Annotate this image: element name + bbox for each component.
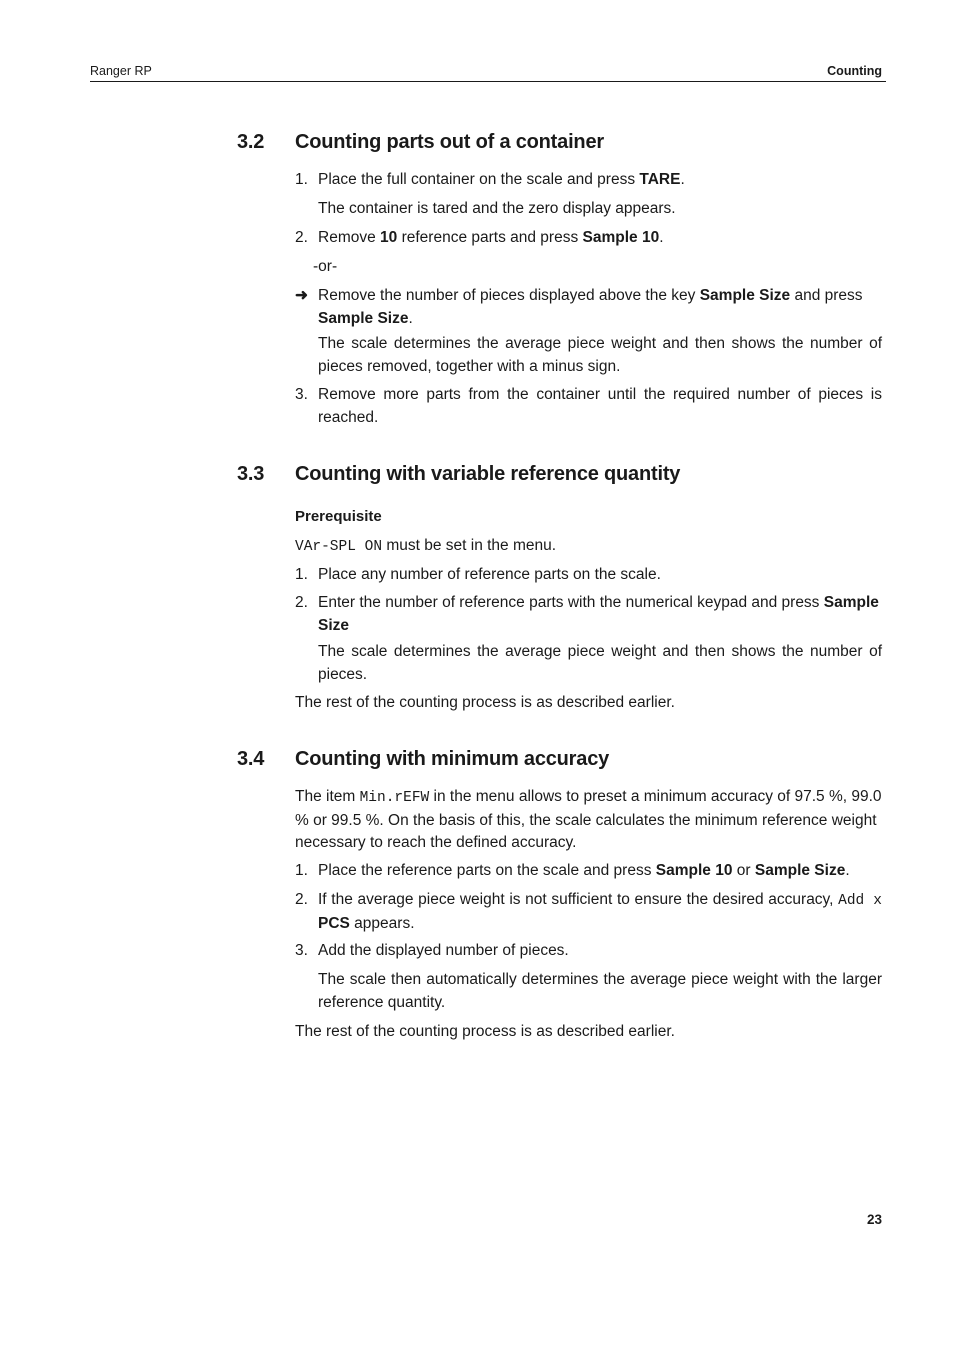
step-text: Add the displayed number of pieces. — [318, 942, 569, 959]
section-number: 3.3 — [237, 463, 265, 485]
key-tare: TARE — [639, 171, 681, 188]
step-text: Place the full container on the scale and press — [318, 171, 640, 188]
key-pcs: PCS — [318, 914, 350, 932]
arrow-step — [295, 285, 882, 330]
section-title: Counting with variable reference quantity — [295, 463, 681, 485]
section-title: Counting with minimum accuracy — [295, 748, 610, 770]
closing-text: The rest of the counting process is as described earlier. — [295, 694, 675, 711]
step-text: and press — [790, 287, 863, 304]
step-1 — [295, 860, 882, 883]
key-sample-10: Sample 10 — [582, 229, 660, 246]
intro-paragraph — [295, 786, 882, 855]
section-title: Counting parts out of a container — [295, 131, 604, 153]
section-heading-3-3 — [237, 463, 680, 486]
display-code: Min.rEFW — [359, 790, 430, 806]
step-marker: 2. — [295, 891, 308, 908]
step-1 — [295, 169, 882, 192]
note: The container is tared and the zero display appears. — [318, 200, 676, 217]
punct: . — [659, 229, 664, 246]
step-text: Place any number of reference parts on the scale. — [318, 566, 661, 583]
step-3 — [295, 384, 882, 429]
section-number: 3.4 — [237, 748, 265, 770]
note: The scale determines the average piece weight and then shows the number of pieces. — [318, 643, 882, 683]
prerequisite-text — [295, 535, 882, 559]
note: The scale determines the average piece weight and then shows the number of pieces removed, together with a minus sign. — [318, 335, 882, 375]
step-text: Remove more parts from the container until the required number of pieces is reached. — [318, 386, 882, 426]
step-marker: 2. — [295, 229, 308, 246]
step-1 — [295, 564, 882, 587]
step-2 — [295, 227, 882, 250]
step-text: Enter the number of reference parts with the numerical keypad and press — [318, 594, 824, 611]
display-code: Add x — [838, 893, 883, 909]
step-text: appears. — [349, 914, 415, 932]
step-2 — [295, 592, 882, 637]
step-marker: 3. — [295, 942, 308, 959]
step-text: Place the reference parts on the scale and press — [318, 862, 656, 879]
prerequisite-heading: Prerequisite — [295, 508, 382, 525]
step-3 — [295, 940, 882, 963]
display-code: VAr-SPL ON — [295, 539, 383, 555]
punct: . — [845, 862, 850, 879]
body-text: The item — [295, 788, 360, 805]
key-sample-size: Sample Size — [754, 862, 846, 879]
step-marker: 3. — [295, 386, 308, 403]
or-separator: -or- — [313, 258, 338, 275]
page-number: 23 — [866, 1212, 882, 1227]
step-text: Remove — [318, 229, 381, 246]
key-text: 10 — [380, 229, 398, 246]
step-2 — [295, 889, 883, 935]
key-sample-size: Sample Size — [699, 287, 791, 304]
key-sample-size: Sample Size — [318, 594, 879, 634]
step-marker: 1. — [295, 171, 308, 188]
header-rule — [90, 81, 886, 82]
section-number: 3.2 — [237, 131, 265, 153]
punct: . — [408, 309, 413, 327]
step-text: or — [732, 862, 755, 879]
note: The scale then automatically determines the average piece weight with the larger reference quantity. — [318, 971, 882, 1011]
step-text: Remove the number of pieces displayed above the key — [318, 287, 700, 304]
section-heading-3-2 — [237, 131, 604, 154]
step-marker: 1. — [295, 862, 308, 879]
running-header-section: Counting — [827, 64, 882, 78]
step-marker: 1. — [295, 566, 308, 583]
section-heading-3-4 — [237, 748, 609, 771]
step-text: reference parts and press — [397, 229, 583, 246]
step-text: If the average piece weight is not sufficient to ensure the desired accuracy, — [318, 891, 839, 908]
closing-text: The rest of the counting process is as described earlier. — [295, 1023, 675, 1040]
body-text: must be set in the menu. — [382, 537, 557, 554]
body-text: in the menu allows to preset a minimum accuracy of 97.5 %, 99.0 % or 99.5 %. On the basis of this, the scale calculates the minimum reference weight necessary to reach the defined accuracy. — [295, 788, 882, 851]
running-header-title: Ranger RP — [90, 64, 152, 78]
punct: . — [680, 171, 685, 188]
key-sample-size: Sample Size — [318, 309, 409, 327]
key-sample-10: Sample 10 — [655, 862, 733, 879]
arrow-icon: ➜ — [295, 287, 308, 304]
step-marker: 2. — [295, 594, 308, 611]
